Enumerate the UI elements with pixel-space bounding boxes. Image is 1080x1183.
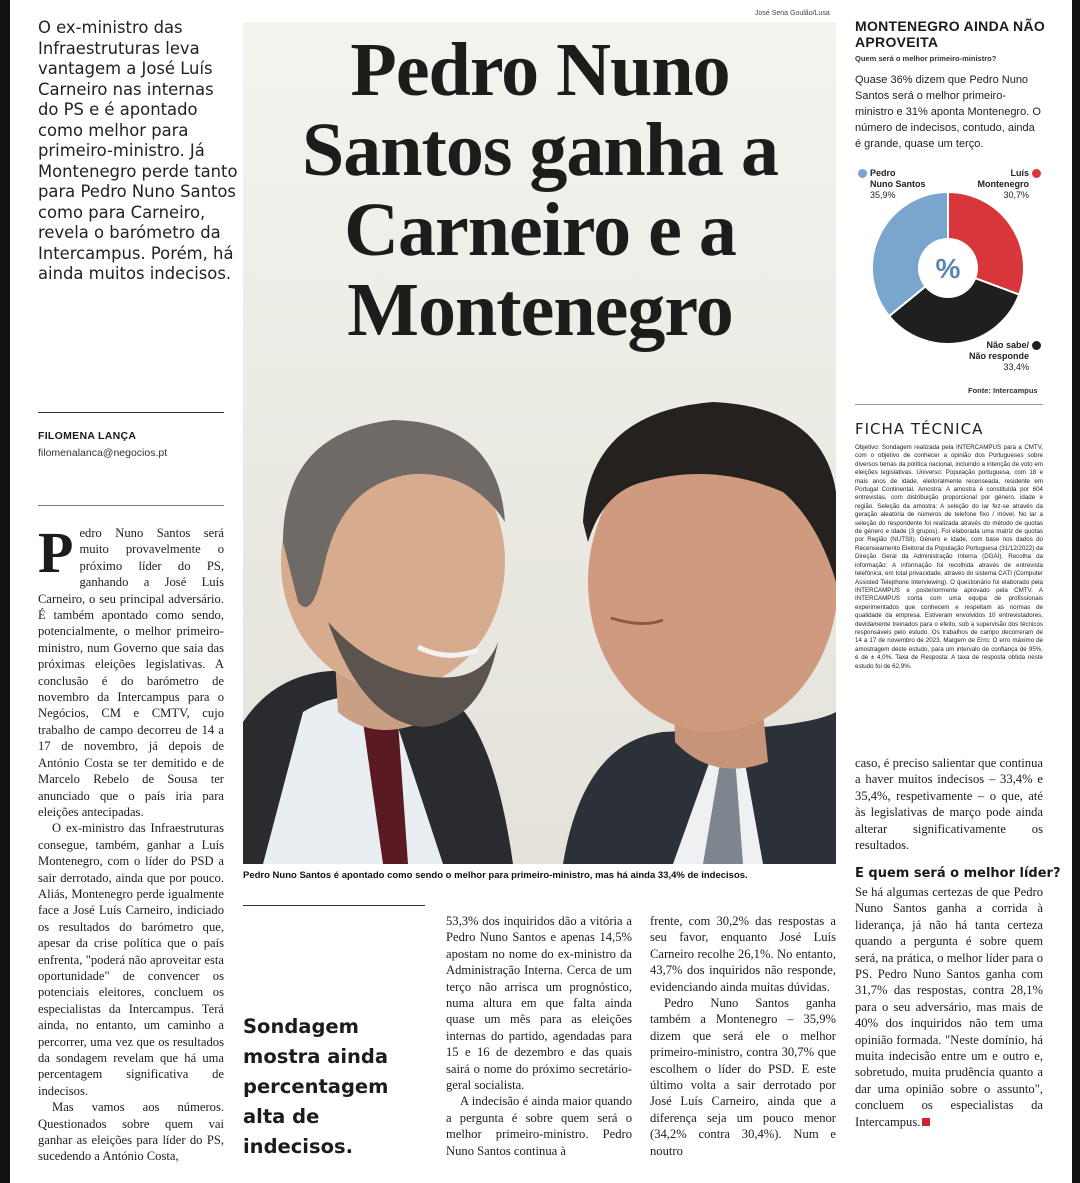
legend-luis-montenegro: Luís Montenegro 30,7% <box>945 168 1041 201</box>
article-paragraph-3: Mas vamos aos números. Questionados sobre quem vai ganhar as eleições para líder do PS, sucedendo a António Costa, <box>38 1100 224 1164</box>
photo-caption: Pedro Nuno Santos é apontado como sendo o melhor para primeiro-ministro, mas há ainda 33,4% de indecisos. <box>243 870 748 881</box>
frame-edge-right <box>1072 0 1080 1183</box>
chart-source: Fonte: Intercampus <box>968 386 1038 395</box>
article-column-3 <box>650 913 836 1159</box>
article-column-4-top <box>855 755 1043 853</box>
pie-center-symbol: % <box>935 253 961 284</box>
author-email[interactable]: filomenalanca@negocios.pt <box>38 447 168 459</box>
ficha-tecnica-text: Objetivo: Sondagem realizada pela INTERCAMPUS para a CMTV, com o objetivo de conhecer a opinião dos Portugueses sobre diversos temas da política nacional, incluindo a intenção de voto em eleições legislativas. Universo: População portuguesa, com 18 e mais anos de idade, eleitoralmente recenseada, residente em Portugal Continental. Amostra: A amostra é constituída por 604 entrevistas, com distribuição proporcional por género, idade e região. Seleção da amostra: A seleção do lar fez-se através da geração aleatória de números de telefone fixo / móvel. No lar a seleção do respondente foi realizada através do método de quotas de género e idade (3 grupos). Foi elaborada uma matriz de quotas por Região (NUTSII), Género e Idade, com base nos dados do Recenseamento Eleitoral da População Portuguesa (31/12/2022) da Direção Geral da Administração Interna (DGAI). Recolha da informação: A informação foi recolhida através de entrevista telefónica, em total privacidade, através do sistema CATI (Computer Assisted Telephone Interviewing). O questionário foi elaborado pela INTERCAMPUS e posteriormente aprovado pela CMTV. A INTERCAMPUS conta com uma equipa de profissionais experimentados que conhecem e respeitam as normas de qualidade da empresa. Estiveram envolvidos 10 entrevistadores, devidamente treinados para o efeito, sob a supervisão dos técnicos responsáveis pelo estudo. Os trabalhos de campo decorreram de 14 a 17 de novembro de 2023. Margem de Erro: O erro máximo de amostragem deste estudo, para um intervalo de confiança de 95%, é de ± 4,0%. Taxa de Resposta: A taxa de resposta obtida neste estudo foi de 62,9%. <box>855 444 1043 670</box>
ficha-tecnica-title: FICHA TÉCNICA <box>855 420 984 438</box>
article-paragraph-9: Se há algumas certezas de que Pedro Nuno Santos ganha a corrida à liderança, já não há tanta certeza quando a pergunta é sobre quem será, na prática, o melhor líder para o PS. Pedro Nuno Santos ganha com 31,7% das respostas, contra 28,1% para o seu adversário, mas mais de 40% dos inquiridos não tem uma opinião formada. "Neste domínio, há muita indecisão entre um e outro e, sobretudo, muita prudência quanto a dar uma opinião sobre o assunto", concluem os especialistas da Intercampus. <box>855 885 1043 1129</box>
article-paragraph-6: frente, com 30,2% das respostas a seu favor, enquanto José Luís Carneiro recolhe 26,1%. No entanto, 43,7% dos inquiridos não responde, evidenciando ainda muitas dúvidas. <box>650 914 836 994</box>
sidebar-text: Quase 36% dizem que Pedro Nuno Santos será o melhor primeiro-ministro e 31% aponta Montenegro. O número de indecisos, contudo, ainda é grande, quase um terço. <box>855 74 1041 150</box>
legend-dot-ns <box>1032 341 1041 350</box>
headline: Pedro Nuno Santos ganha a Carneiro e a Montenegro <box>302 28 778 352</box>
sidebar-divider <box>855 404 1043 405</box>
drop-cap: P <box>38 520 74 585</box>
pull-quote-rule <box>243 905 425 906</box>
legend-dot-lm <box>1032 169 1041 178</box>
frame-edge-left <box>0 0 10 1183</box>
article-paragraph-2: O ex-ministro das Infraestruturas consegue, também, ganhar a Luís Montenegro, com o líder do PSD a sair derrotado, ainda que por pouco. Aliás, Montenegro perde igualmente face a José Luís Carneiro, indiciado os resultados do barómetro que, apesar da crise política que o país enfrenta, "poderá não aproveitar esta oportunidade" de convencer os potenciais eleitores, concluem os especialistas da Intercampus. Terá ainda, no entanto, um caminho a percorrer, uma vez que os resultados da sondagem revelam que há uma percentagem significativa de indecisos. <box>38 821 224 1098</box>
byline-divider-bottom <box>38 505 224 506</box>
end-mark <box>922 1118 930 1126</box>
legend-pedro-nuno-santos: Pedro Nuno Santos 35,9% <box>858 168 926 201</box>
article-paragraph-7: Pedro Nuno Santos ganha também a Montenegro – 35,9% dizem que será ele o melhor primeiro-ministro, contra 30,7% que escolhem o líder do PSD. E este último volta a sair derrotado por José Luís Carneiro, ainda que a diferença seja um pouco menor (34,2% contra 30,4%). Num e noutro <box>650 996 836 1158</box>
article-column-4-bottom <box>855 884 1043 1130</box>
sidebar-subtitle: Quem será o melhor primeiro-ministro? <box>855 54 997 63</box>
byline-divider <box>38 412 224 413</box>
subheading-melhor-lider: E quem será o melhor líder? <box>855 866 1061 881</box>
article-paragraph-5: A indecisão é ainda maior quando a pergunta é sobre quem será o melhor primeiro-ministro. Pedro Nuno Santos continua à <box>446 1094 632 1158</box>
legend-dot-pns <box>858 169 867 178</box>
article-paragraph-4: 53,3% dos inquiridos dão a vitória a Pedro Nuno Santos e apenas 14,5% apostam no nome do ex-ministro da Administração Interna. Cerca de um terço não arrisca um prognóstico, numa altura em que falta ainda quase um mês para as eleições internas do partido, agendadas para 15 e 16 de dezembro e das quais sairá o nome do próximo secretário-geral socialista. <box>446 914 632 1093</box>
article-column-1 <box>38 520 224 1165</box>
article-paragraph-8: caso, é preciso salientar que continua a haver muitos indecisos – 33,4% e 35,4%, respetivamente – o que, até às legislativas de março pode ainda alterar significativamente os resultados. <box>855 756 1043 853</box>
author-name: FILOMENA LANÇA <box>38 430 137 442</box>
photo-credit: José Sena Goulão/Lusa <box>755 10 830 17</box>
legend-nao-sabe: Não sabe/ Não responde 33,4% <box>945 340 1041 373</box>
sidebar-title: MONTENEGRO AINDA NÃO APROVEITA <box>855 18 1046 50</box>
article-paragraph-1: Pedro Nuno Santos será muito provavelmente o próximo líder do PS, ganhando a José Luís Carneiro, o seu principal adversário. É também apontado como sendo, potencialmente, o melhor primeiro-ministro, num Governo que saia das próximas eleições legislativas. A conclusão é do barómetro de novembro da Intercampus para o Negócios, CM e CMTV, cujo trabalho de campo decorreu de 14 a 17 de novembro, já depois de António Costa se ter demitido e de Marcelo Rebelo de Sousa ter anunciado que o país iria para eleições antecipadas. <box>38 520 224 819</box>
lead-paragraph: O ex-ministro das Infraestruturas leva vantagem a José Luís Carneiro nas internas do PS e é apontado como melhor para primeiro-ministro. Já Montenegro perde tanto para Pedro Nuno Santos como para Carneiro, revela o barómetro da Intercampus. Porém, há ainda muitos indecisos. <box>38 18 238 283</box>
article-column-2 <box>446 913 632 1159</box>
pie-chart <box>870 190 1026 346</box>
pull-quote: Sondagem mostra ainda percentagem alta de indecisos. <box>243 1015 389 1158</box>
